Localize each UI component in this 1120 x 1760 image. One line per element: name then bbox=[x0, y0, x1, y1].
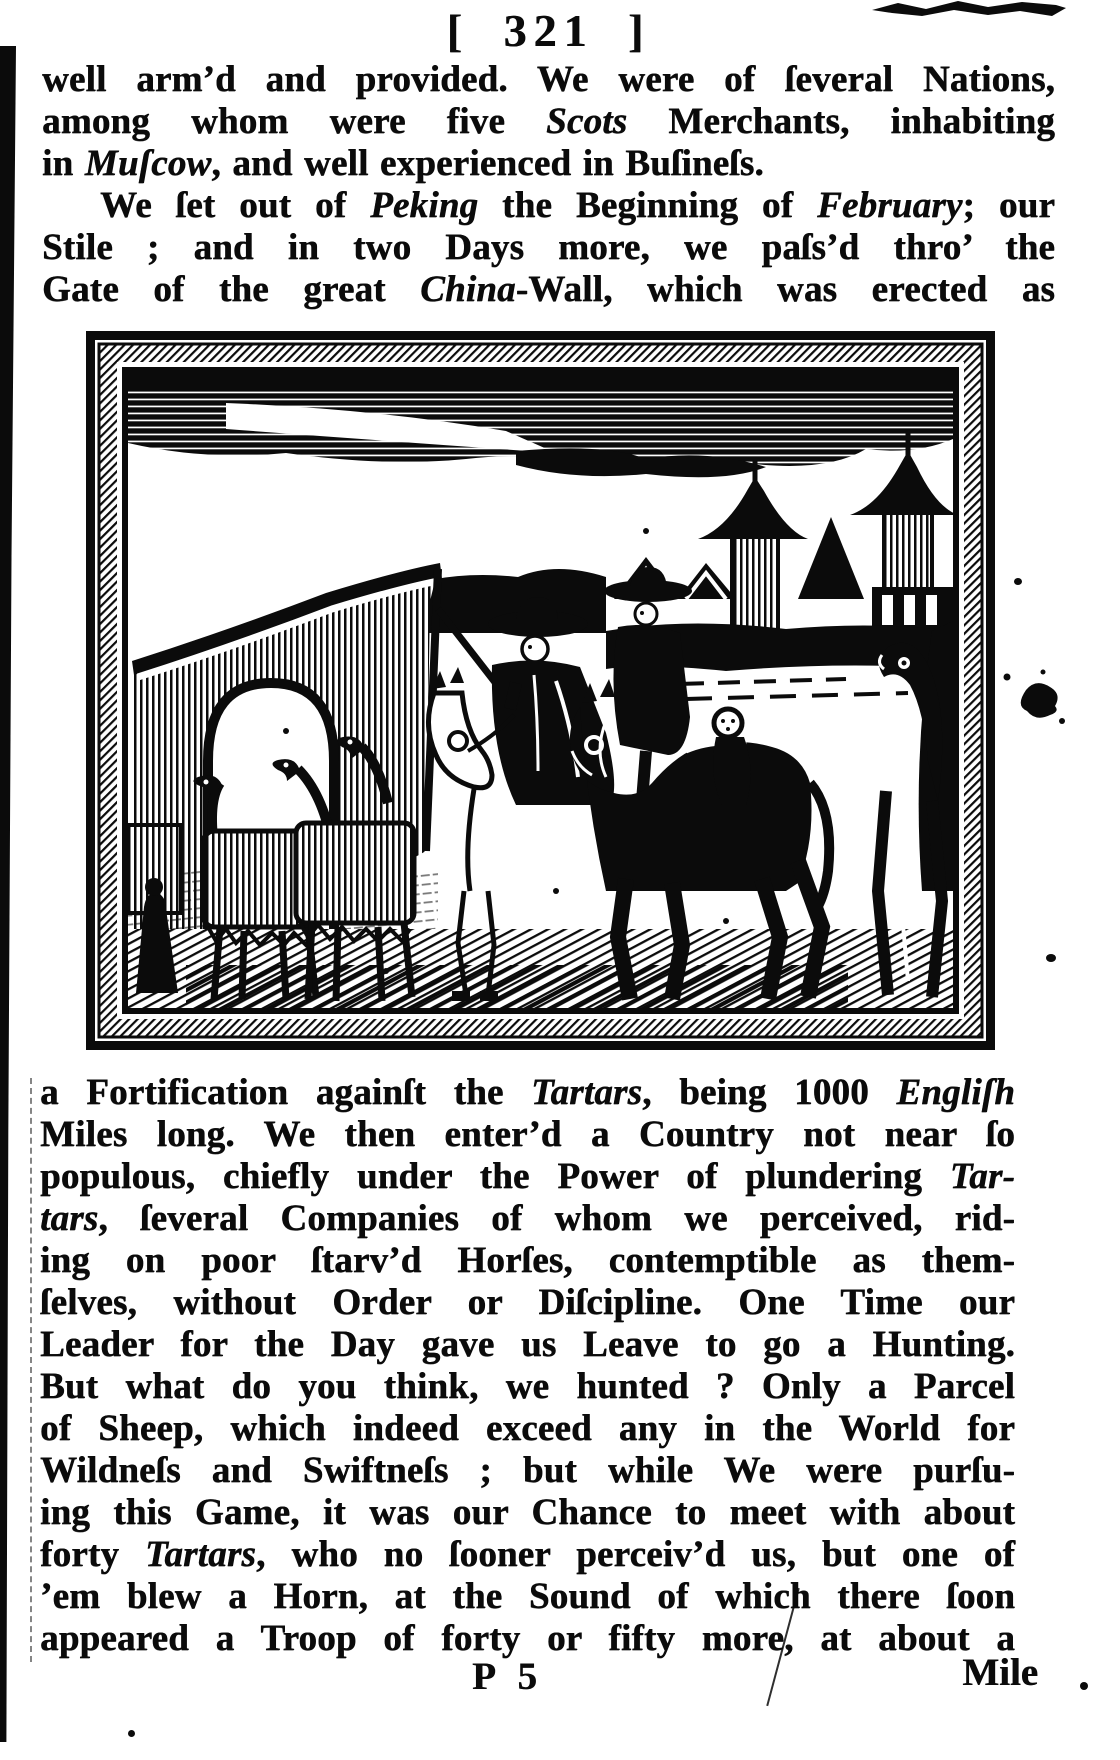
text-line bbox=[40, 1240, 1015, 1282]
text-line bbox=[40, 1618, 1015, 1660]
italic-text-segment: Tartars bbox=[144, 1534, 257, 1575]
ink-speck bbox=[1080, 1682, 1088, 1690]
text-segment: well arm’d and provided. We were of ſeveral Nations, bbox=[42, 59, 1055, 100]
italic-text-segment: tars bbox=[40, 1198, 99, 1239]
text-line bbox=[42, 185, 1055, 227]
italic-text-segment: Tartars bbox=[531, 1072, 643, 1113]
italic-text-segment: Tar- bbox=[949, 1156, 1015, 1197]
text-line bbox=[40, 1576, 1015, 1618]
text-segment: ’em blew a Horn, at the Sound of which there ſoon bbox=[40, 1576, 1015, 1617]
text-line bbox=[40, 1324, 1015, 1366]
text-segment: ; our bbox=[962, 185, 1055, 226]
text-line bbox=[40, 1198, 1015, 1240]
text-line bbox=[42, 269, 1055, 311]
text-segment: Leader for the Day gave us Leave to go a Hunting. bbox=[40, 1324, 1015, 1365]
text-line bbox=[40, 1282, 1015, 1324]
text-segment: -Wall, which was erected as bbox=[515, 269, 1055, 310]
text-segment: Miles long. We then enter’d a Country not near ſo bbox=[40, 1114, 1015, 1155]
scan-fold-line bbox=[30, 1078, 32, 1662]
text-segment: But what do you think, we hunted ? Only a Parcel bbox=[40, 1366, 1015, 1407]
text-line bbox=[40, 1534, 1015, 1576]
woodcut-caravan-illustration bbox=[86, 331, 995, 1050]
scan-edge-bar bbox=[0, 46, 16, 1742]
text-segment: the Beginning of bbox=[478, 185, 817, 226]
text-segment: ing this Game, it was our Chance to meet with about bbox=[40, 1492, 1015, 1533]
italic-text-segment: Scots bbox=[546, 101, 628, 142]
text-segment: ſelves, without Order or Diſcipline. One Time our bbox=[40, 1282, 1015, 1323]
text-segment: appeared a Troop of forty or fifty more, at about a bbox=[40, 1618, 1015, 1659]
text-line bbox=[42, 227, 1055, 269]
paragraph-block-top bbox=[42, 59, 1055, 311]
italic-text-segment: Peking bbox=[370, 185, 479, 226]
text-line bbox=[42, 101, 1055, 143]
italic-text-segment: China bbox=[420, 269, 516, 310]
text-line bbox=[40, 1492, 1015, 1534]
ink-speck bbox=[128, 1730, 135, 1737]
text-line bbox=[40, 1072, 1015, 1114]
text-line bbox=[40, 1366, 1015, 1408]
text-segment: Wildneſs and Swiftneſs ; but while We were purſu- bbox=[40, 1450, 1015, 1491]
ink-speck bbox=[1046, 954, 1056, 962]
text-segment: , ſeveral Companies of whom we perceived, rid- bbox=[98, 1198, 1015, 1239]
text-segment: populous, chiefly under the Power of plundering bbox=[40, 1156, 950, 1197]
text-segment: Gate of the great bbox=[42, 269, 421, 310]
ink-speck bbox=[1014, 578, 1022, 585]
text-segment: a Fortification againſt the bbox=[40, 1072, 532, 1113]
text-line bbox=[40, 1450, 1015, 1492]
text-segment: We ſet out of bbox=[100, 185, 371, 226]
text-line bbox=[40, 1156, 1015, 1198]
text-line bbox=[40, 1114, 1015, 1156]
signature-mark: P 5 bbox=[472, 1655, 539, 1698]
text-segment: ing on poor ſtarv’d Horſes, contemptible as them- bbox=[40, 1240, 1015, 1281]
text-segment: in bbox=[42, 143, 85, 184]
text-segment: , being 1000 bbox=[642, 1072, 897, 1113]
text-segment: , who no ſooner perceiv’d us, but one of bbox=[256, 1534, 1015, 1575]
text-line bbox=[40, 1408, 1015, 1450]
text-segment: among whom were five bbox=[42, 101, 547, 142]
text-line bbox=[42, 143, 1055, 185]
ink-blot-right bbox=[998, 668, 1070, 730]
text-segment: of Sheep, which indeed exceed any in the World for bbox=[40, 1408, 1015, 1449]
text-segment: Stile ; and in two Days more, we paſs’d thro’ the bbox=[42, 227, 1055, 268]
page-number: [ 321 ] bbox=[446, 5, 651, 56]
text-line bbox=[42, 59, 1055, 101]
italic-text-segment: Engliſh bbox=[896, 1072, 1015, 1113]
paragraph-block-bottom bbox=[40, 1072, 1015, 1660]
text-segment: Merchants, inhabiting bbox=[627, 101, 1055, 142]
catchword: Mile bbox=[962, 1651, 1038, 1694]
text-segment: , and well experienced in Buſineſs. bbox=[211, 143, 764, 184]
text-segment: forty bbox=[40, 1534, 145, 1575]
italic-text-segment: February bbox=[817, 185, 963, 226]
italic-text-segment: Muſcow bbox=[84, 143, 212, 184]
